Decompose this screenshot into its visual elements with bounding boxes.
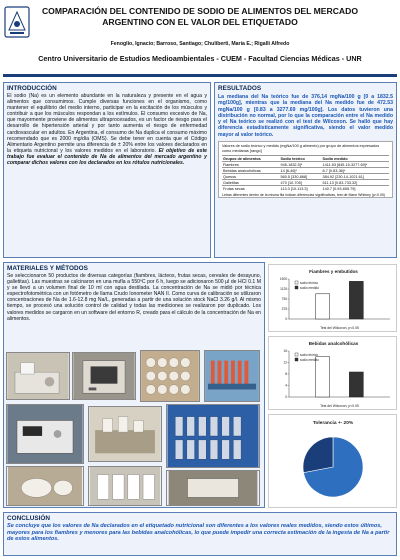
university-seal-icon	[4, 6, 30, 38]
table-cell: 113.3 [10-113.3]	[280, 186, 322, 192]
conclusion-section	[3, 512, 397, 556]
muffle-furnace-photo	[72, 352, 136, 400]
chart-title: Bebidas analcohólicas	[308, 341, 359, 346]
chart-fiambres	[269, 265, 398, 333]
legend-swatch	[295, 353, 298, 356]
table-cell: 945-1832.5]*	[280, 162, 322, 168]
intro-objective: El objetivo de este trabajo fue evaluar el contenido de Na de alimentos del mercado argentino y comparar dichos valores con los declarados en los rótulos nutricionales.	[7, 147, 207, 167]
intro-body: El sodio (Na) es un elemento abundante en la naturaleza y presente en el agua y alimentos que consumimos. Cumple diversas funciones en el organismo, como mantener el equilibrio del medio interno, participar en la excitación de los músculos y contribuir a que los músculos respondan a los estímulos. El consumo excesivo de Na, que mayormente proviene de alimentos ultraprocesados, es un factor de riesgo para el desarrollo de hipertensión arterial y por tanto aumenta el riesgo de enfermedad cardiovascular en adultos. En Argentina, el consumo de Na duplica el consumo máximo recomendado que es 2000 mg/día (OMS). Se debe tener en cuenta que el Código Alimentario Argentino permite una diferencia de ± 20% entre los valores declarados en la etiqueta nutricional y los valores medidos en el laboratorio.	[7, 93, 207, 154]
bar	[316, 294, 330, 319]
spectrophotometer-photo	[6, 404, 84, 464]
table-cell: 560.5 [330-868]	[280, 174, 322, 180]
table-cell: Quesos	[222, 174, 280, 180]
results-table-panel	[218, 141, 393, 198]
table-cell: 1411.53 [845.15-3277.69]*	[322, 162, 389, 168]
intro-heading: INTRODUCCIÓN	[7, 85, 57, 92]
poster-authors: Fenoglio, Ignacio; Barroso, Santiago; Chuliberti, María E.; Rigalli Alfredo	[110, 41, 290, 47]
table-cell: 384.92 [230.14-1021.61]	[322, 174, 389, 180]
header-divider	[3, 74, 397, 77]
chart-tolerancia-panel	[268, 414, 397, 508]
poster-header	[0, 0, 400, 78]
y-tick-label: 8	[285, 372, 287, 377]
legend-swatch	[295, 358, 298, 361]
intro-text	[4, 93, 210, 166]
chart-fiambres-panel	[268, 264, 397, 332]
y-tick-label: 4	[285, 383, 287, 388]
samples-bench-photo	[88, 406, 162, 462]
bar	[349, 281, 363, 319]
results-section	[214, 82, 397, 258]
measurement-photo	[166, 470, 260, 506]
y-tick-label: 16	[283, 349, 287, 354]
y-tick-label: 0	[285, 395, 287, 400]
chart-tolerancia	[269, 415, 398, 509]
table-cell: Fiambres	[222, 162, 280, 168]
y-tick-label: 375	[281, 307, 287, 312]
y-tick-label: 1125	[280, 287, 287, 292]
x-axis-label: Test del Wilcoxon, p<0.05	[320, 326, 359, 330]
results-table	[222, 155, 389, 191]
results-highlight: La mediana del Na teórico fue de 376,14 mgNa/100 g [0 a 1832.5 mg/100g], mientras que la mediana del Na medido fue de 472.53 mgNa/100 g [0.83 a 3277.69 mg/100g]. Los datos tuvieron una distribución no normal, por lo que la comparación entre el Na medido y el Na teórico se realizó con el test de Wilcoxon. Se halló que hay diferencia estadísticamente significativa, siendo el valor medido mayor al valor teórico.	[218, 94, 393, 138]
table-footnote: Letras diferentes dentro de la misma fila indican diferencias significativas, test de Mann Whitney (p<0.05)	[222, 193, 385, 198]
chart-title: Tolerancia +- 20%	[312, 421, 354, 426]
table-cell: 14 [6-46]*	[280, 168, 322, 174]
tube-rack-photo	[204, 350, 260, 402]
methods-text: Se seleccionaron 50 productos de diversas categorías (fiambres, lácteos, frutas secas, cereales de desayuno, galletitas). Las muestras se calcinaron en una mufla a 550ºC por 6 h, luego se adicionaron 500 µl de HCl 0.1 M y se llevó a un volumen final de 10 ml con agua destilada. La concentración de Na se midió por técnica espectrofotométrica con un fotómetro de llama Crudo Ionometer NAN II. Como curva de calibración se utilizaron concentraciones de Na de 1.6-12.8 mg Na/L, generadas a partir de una solución stock NaCl 3.26 g/l. Al mismo tiempo, se procesó una solución control de calidad y todas las mediciones se realizaron por duplicado. Los valores medidos se cargaron en un software del entorno R, creado para el cálculo de la concentración de Na en alimentos.	[7, 273, 261, 322]
table-cell: Galletitas	[222, 180, 280, 186]
conclusion-text: Se concluye que los valores de Na declarados en el etiquetado nutricional son diferentes a los valores reales medidos, siendo estos últimos, mayores para los fiambres y menores para las bebidas analcohólicas, lo que puede impedir una correcta estimación de la ingesta de Na a partir de estos alimentos.	[7, 523, 390, 543]
table-cell: Frutas secas	[222, 186, 280, 192]
table-cell: Bebidas analcohólicas	[222, 168, 280, 174]
table-caption: Valores de sodio teórico y medido (mgNa/100 g alimento) por grupo de alimentos expresados como medianas [rango]	[222, 144, 380, 153]
labeled-bottles-photo	[88, 466, 162, 506]
chart-title: Fiambres y embutidos	[309, 269, 358, 274]
conclusion-heading: CONCLUSIÓN	[7, 515, 50, 522]
mortar-photo	[6, 466, 84, 506]
table-header: Sodio medido	[322, 156, 389, 162]
bar	[349, 372, 363, 397]
y-tick-label: 1500	[279, 277, 287, 282]
table-row	[222, 186, 389, 192]
chart-bebidas-panel	[268, 336, 397, 410]
legend-label: sodio teórico	[300, 280, 319, 285]
table-header: Sodio teórico	[280, 156, 322, 162]
y-tick-label: 750	[281, 297, 287, 302]
table-cell: 470 [10-705]	[280, 180, 322, 186]
lab-scale-photo	[6, 352, 70, 400]
table-cell: 8.7 [0.83-36]*	[322, 168, 389, 174]
vials-tray-photo	[166, 404, 260, 468]
table-cell: 511.13 [0.83-733.32]	[322, 180, 389, 186]
y-tick-label: 12	[283, 360, 287, 365]
legend-label: sodio medido	[300, 285, 319, 290]
poster-title: COMPARACIÓN DEL CONTENIDO DE SODIO DE ALIMENTOS DEL MERCADO ARGENTINO CON EL VALOR DEL ETIQUETADO	[41, 6, 359, 27]
intro-section	[3, 82, 211, 258]
y-tick-label: 0	[285, 317, 287, 322]
pie-slice	[303, 437, 333, 473]
chart-bebidas	[269, 337, 398, 411]
legend-swatch	[295, 286, 298, 289]
methods-heading: MATERIALES Y MÉTODOS	[7, 265, 88, 272]
bar	[316, 357, 330, 397]
crucibles-photo	[140, 350, 200, 402]
table-header: Grupos de alimentos	[222, 156, 280, 162]
x-axis-label: Test del Wilcoxon, p<0.05	[320, 404, 359, 408]
legend-label: sodio teórico	[300, 352, 319, 357]
legend-label: sodio medido	[300, 357, 319, 362]
table-cell: 140.7 [0.93-655.79]	[322, 186, 389, 192]
legend-swatch	[295, 281, 298, 284]
results-heading: RESULTADOS	[218, 85, 262, 92]
poster-institution: Centro Universitario de Estudios Medioambientales - CUEM - Facultad Ciencias Médicas - UNR	[38, 54, 362, 63]
